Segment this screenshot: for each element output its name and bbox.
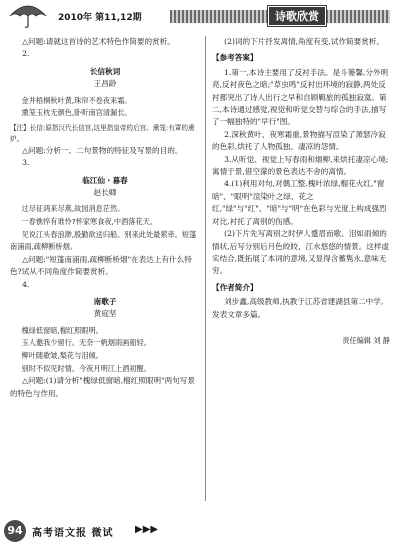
poem-3-body [10, 325, 200, 375]
poem-2-title: 临江仙・暮春 [82, 175, 128, 185]
poem-line: 一春憔悴有谁怜?怀家寒食夜,中酒落花天。 [21, 217, 157, 227]
poem-line: 熏笼玉枕无颜色,卧听南宫清漏长。 [21, 108, 132, 118]
poem-1-title: 长信秋词 [89, 66, 121, 76]
poem-line: 槐绿低窗暗,榴红照眼明。 [21, 325, 103, 335]
question-2: △问题:分析一、二句景物的特征及写景的目的。 [22, 145, 183, 155]
question-3: △问题:"短篷南浦雨,疏柳断桥烟"在表达上有什么特色?试从不同角度作简要赏析。 [10, 254, 192, 277]
column-divider [205, 36, 206, 501]
author-heading: 【作者简介】 [212, 282, 258, 292]
arrows-icon: ▶▶▶ [135, 524, 159, 535]
umbrella-logo-icon [8, 2, 48, 28]
poem-line: 见说江头春浪渺,殷勤欲送归船。别来此处最萦牵。短篷南浦雨,疏柳断桥烟。 [10, 229, 197, 252]
poem-2-author: 赵长卿 [93, 188, 117, 198]
answers-heading: 【参考答案】 [212, 53, 258, 63]
item-number-4: 4. [22, 279, 30, 289]
poem-3-title: 南歌子 [93, 297, 117, 307]
poem-line: 金井梧桐秋叶黄,珠帘不卷夜来霜。 [21, 95, 132, 105]
page-footer [0, 510, 400, 550]
question-4: △问题:(1)请分析"槐绿低窗暗,榴红照眼明"两句写景的特色与作用。 [10, 376, 195, 398]
poem-1-author: 王昌龄 [93, 79, 117, 89]
footer-title: 高考语文报 微试 [32, 528, 114, 539]
answer-4-2: (2)下片先写离别之时伊人蹙眉而歌、泪如雨倾的情状,后写分别后月色皎皎、江水悠悠的情景。这样虚实结合,既拓展了本词的意境,又显得含蓄隽永,意味无穷。 [212, 229, 390, 276]
answer-3: 3.从听觉、视觉上写春雨和烟柳,来烘托凄凉心境;寓情于景,借空濛的景色表达不舍的离情。 [212, 154, 389, 177]
answer-1: 1.第一,本诗主要用了反衬手法。是斗篓馨,分外明亮,反衬夜色之暗;"草虫鸣"反衬出环境的寂静,两处反衬都突出了诗人出行之早和自顾羁旅的孤独寂寞。第二,本诗通过感觉,视觉和听觉交替与综合的手法,描写了一幅独特的"早行"图。 [212, 67, 389, 127]
author-bio: 刘步鑫,高级教师,执教于江苏省建湖县第二中学,发表文章多篇。 [212, 297, 384, 319]
question-4-part-2: (2)词的下片抒发离情,角度有变,试作简要赏析。 [224, 37, 385, 46]
item-number-3: 3. [22, 158, 30, 168]
page-number: 94 [4, 520, 26, 542]
poem-line: 别时不似见时情。今夜月明江上酒初醒。 [21, 363, 151, 373]
answer-2: 2.深秋黄叶、夜寒霜重,景物描写渲染了萧瑟冷寂的色彩,烘托了人物孤独、凄凉的怨情。 [212, 129, 386, 152]
editor-credit: 责任编辑 刘 静 [342, 335, 390, 345]
page-header [0, 0, 400, 30]
left-column [10, 36, 200, 400]
right-column [212, 36, 390, 347]
poem-2-body [10, 203, 200, 253]
poem-line: 玉人邀我少留行。无奈一帆烟雨画船轻。 [21, 338, 151, 348]
item-number-2: 2. [22, 49, 30, 59]
issue-label: 2010年 第11,12期 [58, 13, 142, 23]
column-title: 诗歌欣赏 [268, 6, 326, 26]
answer-4-1: 4.(1)利用对句,对偶工整,槐叶浓绿,榴花火红,"窗暗"、"眼明"渲染叶之绿、花之红,"绿"与"红"、"暗"与"明"在色彩与光度上构成强烈对比,衬托了离别的伤感。 [212, 179, 387, 226]
question-1: △问题:请就这首诗的艺术特色作简要的赏析。 [22, 37, 175, 46]
poem-3-author: 黄庭坚 [93, 309, 117, 319]
poem-1-note: 【注】长信:原指汉代长信宫,这里指皇帝的后宫。熏笼:有罩的熏炉。 [10, 123, 195, 143]
poem-line: 过尽征鸿来尽燕,故园消息茫然。 [21, 204, 125, 214]
poem-line: 柳叶随歌皱,梨花与泪倾。 [21, 351, 103, 361]
poem-1-body [10, 95, 200, 120]
